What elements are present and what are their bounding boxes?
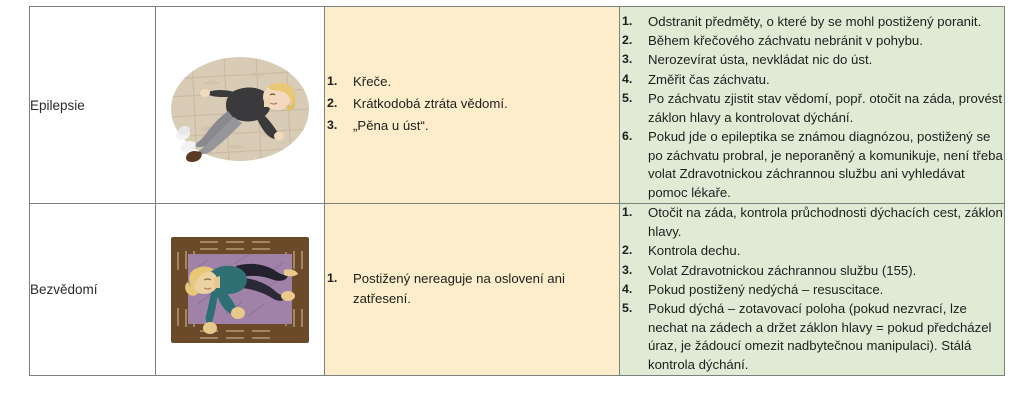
- list-item: [620, 262, 1004, 281]
- procedure-list: [620, 204, 1004, 375]
- list-item-text: Postižený nereaguje na oslovení ani zatřesení.: [353, 271, 565, 306]
- list-item-text: Volat Zdravotnickou záchrannou službu (155).: [648, 262, 917, 278]
- list-item-number: 1.: [327, 271, 338, 286]
- list-item-number: 3.: [622, 52, 633, 67]
- list-item-number: 3.: [327, 118, 338, 133]
- list-item: [620, 13, 1004, 32]
- list-item: [620, 71, 1004, 90]
- list-item-text: Během křečového záchvatu nebránit v pohybu.: [648, 33, 923, 49]
- list-item: [620, 128, 1004, 203]
- procedure-cell: [620, 204, 1005, 376]
- list-item-text: „Pěna u úst“.: [353, 118, 429, 134]
- list-item: [620, 90, 1004, 127]
- list-item-number: 4.: [622, 71, 633, 86]
- person-having-seizure-on-floor-icon: [164, 31, 316, 179]
- list-item-text: Nerozevírat ústa, nevkládat nic do úst.: [648, 52, 873, 68]
- list-item-number: 2.: [327, 96, 338, 111]
- list-item-number: 4.: [622, 281, 633, 296]
- list-item-number: 6.: [622, 128, 633, 143]
- list-item: [620, 300, 1004, 375]
- list-item-text: Otočit na záda, kontrola průchodnosti dýchacích cest, záklon hlavy.: [648, 205, 1003, 240]
- list-item-text: Kontrola dechu.: [648, 243, 741, 259]
- symptoms-list: [325, 269, 619, 309]
- list-item: [620, 242, 1004, 261]
- list-item-text: Pokud postižený nedýchá – resuscitace.: [648, 281, 884, 297]
- symptoms-cell: [325, 204, 620, 376]
- list-item-text: Změřit čas záchvatu.: [648, 71, 770, 87]
- condition-name-cell: [30, 204, 156, 376]
- condition-name: Epilepsie: [30, 97, 85, 113]
- list-item-number: 1.: [622, 205, 633, 220]
- list-item-text: Pokud dýchá – zotavovací poloha (pokud nezvrací, lze nechat na zádech a držet záklon hlavy = pokud předcházel úraz, je žádoucí omezit nadbytečnou manipulaci). Stálá kontrola dýchání.: [648, 301, 992, 373]
- list-item-number: 1.: [327, 74, 338, 89]
- symptoms-list: [325, 72, 619, 135]
- table-row: [30, 204, 1005, 376]
- list-item: [325, 72, 619, 92]
- list-item: [325, 116, 619, 136]
- list-item-text: Odstranit předměty, o které by se mohl postižený poranit.: [648, 14, 982, 29]
- list-item-text: Krátkodobá ztráta vědomí.: [353, 96, 508, 112]
- list-item-text: Křeče.: [353, 74, 392, 90]
- procedure-list: [620, 13, 1004, 203]
- list-item: [620, 281, 1004, 300]
- table-row: [30, 7, 1005, 204]
- list-item: [325, 269, 619, 309]
- list-item-number: 2.: [622, 33, 633, 48]
- unconscious-person-on-rug-icon: [164, 230, 316, 350]
- illustration-cell: [156, 204, 325, 376]
- list-item-number: 3.: [622, 262, 633, 277]
- list-item: [620, 204, 1004, 241]
- procedure-cell: [620, 7, 1005, 204]
- list-item: [620, 32, 1004, 51]
- first-aid-table: [29, 6, 1005, 376]
- condition-name-cell: [30, 7, 156, 204]
- condition-name: Bezvědomí: [30, 282, 98, 298]
- list-item-text: Po záchvatu zjistit stav vědomí, popř. otočit na záda, provést záklon hlavy a kontrolovat dýchání.: [648, 90, 1003, 125]
- list-item-number: 5.: [622, 90, 633, 105]
- seizure-illustration-wrapper: [156, 25, 324, 185]
- list-item-number: 1.: [622, 14, 633, 28]
- list-item-number: 2.: [622, 243, 633, 258]
- unconscious-illustration-wrapper: [156, 224, 324, 356]
- illustration-cell: [156, 7, 325, 204]
- list-item-text: Pokud jde o epileptika se známou diagnózou, postižený se po záchvatu probral, je neporaněný a komunikuje, není třeba volat Zdravotnickou záchrannou službu ani vyhledávat pomoc lékaře.: [648, 128, 1003, 201]
- symptoms-cell: [325, 7, 620, 204]
- list-item-number: 5.: [622, 301, 633, 316]
- list-item: [620, 51, 1004, 70]
- list-item: [325, 94, 619, 114]
